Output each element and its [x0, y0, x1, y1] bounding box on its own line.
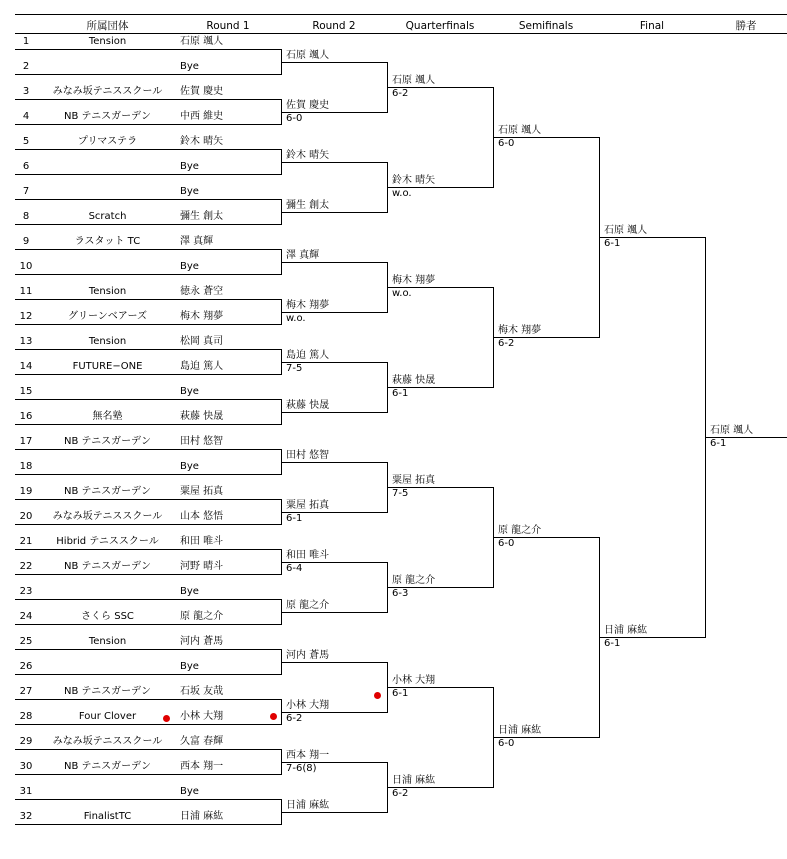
entry-rule: [15, 674, 281, 675]
entry-rule: [15, 99, 281, 100]
entry-rule: [15, 324, 281, 325]
winner-player: 石原 颯人: [710, 425, 754, 436]
entry-number: 15: [19, 386, 33, 397]
entry-player: 和田 唯斗: [180, 536, 224, 547]
semifinals-player: 石原 颯人: [498, 125, 542, 136]
entry-player: Bye: [180, 261, 199, 272]
entry-number: 1: [22, 36, 30, 47]
entry-club: グリーンベアーズ: [68, 311, 147, 322]
round2-score: 6-0: [286, 113, 303, 124]
entry-rule: [15, 574, 281, 575]
entry-number: 27: [19, 686, 33, 697]
entry-number: 14: [19, 361, 33, 372]
round2-player: 粟屋 拓真: [286, 500, 330, 511]
entry-player: 島迫 篤人: [180, 361, 224, 372]
final-rule: [599, 237, 705, 238]
round2-score: 6-4: [286, 563, 303, 574]
semifinals-score: 6-0: [498, 138, 515, 149]
entry-rule: [15, 149, 281, 150]
round2-rule: [281, 412, 387, 413]
round2-score: 6-1: [286, 513, 303, 524]
round2-rule: [281, 562, 387, 563]
round2-player: 西本 翔一: [286, 750, 330, 761]
entry-player: 河内 蒼馬: [180, 636, 224, 647]
round2-score: 7-5: [286, 363, 303, 374]
entry-rule: [15, 824, 281, 825]
entry-player: 小林 大翔: [180, 711, 224, 722]
quarterfinals-player: 粟屋 拓真: [392, 475, 436, 486]
round2-player: 和田 唯斗: [286, 550, 330, 561]
semifinals-player: 日浦 麻紘: [498, 725, 542, 736]
quarterfinals-rule: [387, 787, 493, 788]
entry-number: 26: [19, 661, 33, 672]
header-top-rule: [15, 14, 787, 15]
entry-player: Bye: [180, 61, 199, 72]
quarterfinals-score: 6-2: [392, 788, 409, 799]
round2-player: 佐賀 慶史: [286, 100, 330, 111]
entry-number: 32: [19, 811, 33, 822]
round2-rule: [281, 62, 387, 63]
entry-club: みなみ坂テニススクール: [52, 511, 163, 522]
entry-rule: [15, 374, 281, 375]
entry-number: 31: [19, 786, 33, 797]
final-player: 石原 颯人: [604, 225, 648, 236]
round2-player: 萩藤 快晟: [286, 400, 330, 411]
entry-number: 21: [19, 536, 33, 547]
round2-rule: [281, 312, 387, 313]
entry-rule: [15, 624, 281, 625]
entry-player: 中西 維史: [180, 111, 224, 122]
quarterfinals-score: 7-5: [392, 488, 409, 499]
entry-rule: [15, 424, 281, 425]
quarterfinals-rule: [387, 487, 493, 488]
entry-number: 30: [19, 761, 33, 772]
header-bottom-rule: [15, 33, 787, 34]
round2-player: 鈴木 晴矢: [286, 150, 330, 161]
entry-number: 23: [19, 586, 33, 597]
entry-number: 19: [19, 486, 33, 497]
entry-player: 松岡 真司: [180, 336, 224, 347]
round2-player: 澤 真輝: [286, 250, 320, 261]
entry-club: Tension: [88, 336, 127, 347]
entry-rule: [15, 649, 281, 650]
entry-rule: [15, 274, 281, 275]
winner-score: 6-1: [710, 438, 727, 449]
semifinals-rule: [493, 137, 599, 138]
entry-number: 11: [19, 286, 33, 297]
entry-player: 河野 晴斗: [180, 561, 224, 572]
entry-rule: [15, 799, 281, 800]
entry-player: 徳永 蒼空: [180, 286, 224, 297]
entry-number: 5: [22, 136, 30, 147]
round2-player: 田村 悠智: [286, 450, 330, 461]
entry-rule: [15, 199, 281, 200]
entry-rule: [15, 174, 281, 175]
round2-rule: [281, 512, 387, 513]
entry-number: 2: [22, 61, 30, 72]
entry-club: NB テニスガーデン: [64, 111, 151, 122]
entry-number: 3: [22, 86, 30, 97]
entry-club: FUTURE−ONE: [72, 361, 143, 372]
entry-rule: [15, 224, 281, 225]
entry-player: 石坂 友哉: [180, 686, 224, 697]
header-final: Final: [639, 20, 665, 32]
quarterfinals-player: 梅木 翔夢: [392, 275, 436, 286]
entry-club: Tension: [88, 636, 127, 647]
quarterfinals-rule: [387, 87, 493, 88]
entry-player: Bye: [180, 661, 199, 672]
final-score: 6-1: [604, 638, 621, 649]
quarterfinals-score: w.o.: [392, 288, 412, 299]
entry-player: 鈴木 晴矢: [180, 136, 224, 147]
red-marker: [163, 715, 170, 722]
round2-player: 河内 蒼馬: [286, 650, 330, 661]
entry-player: 西本 翔一: [180, 761, 224, 772]
entry-club: Tension: [88, 286, 127, 297]
round2-player: 原 龍之介: [286, 600, 330, 611]
entry-number: 16: [19, 411, 33, 422]
entry-rule: [15, 749, 281, 750]
quarterfinals-score: 6-3: [392, 588, 409, 599]
entry-player: Bye: [180, 161, 199, 172]
header-quarterfinals: Quarterfinals: [405, 20, 475, 32]
semifinals-rule: [493, 537, 599, 538]
entry-number: 17: [19, 436, 33, 447]
entry-rule: [15, 774, 281, 775]
entry-player: Bye: [180, 586, 199, 597]
entry-number: 24: [19, 611, 33, 622]
round2-rule: [281, 612, 387, 613]
quarterfinals-player: 原 龍之介: [392, 575, 436, 586]
entry-rule: [15, 549, 281, 550]
entry-player: 山本 悠悟: [180, 511, 224, 522]
semifinals-score: 6-2: [498, 338, 515, 349]
entry-club: みなみ坂テニススクール: [52, 86, 163, 97]
entry-club: Hibrid テニススクール: [56, 536, 159, 547]
entry-player: Bye: [180, 386, 199, 397]
quarterfinals-player: 鈴木 晴矢: [392, 175, 436, 186]
entry-number: 18: [19, 461, 33, 472]
entry-club: NB テニスガーデン: [64, 436, 151, 447]
entry-rule: [15, 724, 281, 725]
quarterfinals-score: w.o.: [392, 188, 412, 199]
semifinals-score: 6-0: [498, 538, 515, 549]
entry-club: 無名塾: [92, 411, 123, 422]
entry-rule: [15, 699, 281, 700]
entry-club: プリマステラ: [77, 136, 138, 147]
round2-rule: [281, 762, 387, 763]
entry-rule: [15, 474, 281, 475]
round2-score: 7-6(8): [286, 763, 317, 774]
entry-number: 6: [22, 161, 30, 172]
entry-rule: [15, 399, 281, 400]
entry-club: みなみ坂テニススクール: [52, 736, 163, 747]
header-round1: Round 1: [206, 20, 250, 32]
entry-player: Bye: [180, 461, 199, 472]
entry-number: 22: [19, 561, 33, 572]
round2-player: 彌生 創太: [286, 200, 330, 211]
entry-rule: [15, 49, 281, 50]
entry-number: 12: [19, 311, 33, 322]
quarterfinals-score: 6-1: [392, 688, 409, 699]
red-marker: [270, 713, 277, 720]
entry-rule: [15, 599, 281, 600]
round2-rule: [281, 812, 387, 813]
round2-rule: [281, 362, 387, 363]
entry-club: さくら SSC: [81, 611, 134, 622]
entry-player: 佐賀 慶史: [180, 86, 224, 97]
entry-club: Scratch: [88, 211, 127, 222]
entry-number: 28: [19, 711, 33, 722]
round2-player: 小林 大翔: [286, 700, 330, 711]
semifinals-rule: [493, 337, 599, 338]
round2-player: 島迫 篤人: [286, 350, 330, 361]
entry-club: NB テニスガーデン: [64, 486, 151, 497]
entry-club: Tension: [88, 36, 127, 47]
entry-rule: [15, 124, 281, 125]
entry-player: 梅木 翔夢: [180, 311, 224, 322]
entry-player: 久富 春輝: [180, 736, 224, 747]
entry-rule: [15, 74, 281, 75]
entry-number: 29: [19, 736, 33, 747]
quarterfinals-rule: [387, 287, 493, 288]
quarterfinals-rule: [387, 387, 493, 388]
semifinals-score: 6-0: [498, 738, 515, 749]
entry-player: 石原 颯人: [180, 36, 224, 47]
round2-player: 日浦 麻紘: [286, 800, 330, 811]
entry-number: 25: [19, 636, 33, 647]
header-club: 所属団体: [86, 20, 129, 32]
quarterfinals-player: 萩藤 快晟: [392, 375, 436, 386]
entry-rule: [15, 449, 281, 450]
entry-club: NB テニスガーデン: [64, 761, 151, 772]
round2-rule: [281, 462, 387, 463]
quarterfinals-rule: [387, 687, 493, 688]
round2-rule: [281, 212, 387, 213]
header-winner: 勝者: [735, 20, 757, 32]
round2-rule: [281, 262, 387, 263]
round2-score: 6-2: [286, 713, 303, 724]
final-score: 6-1: [604, 238, 621, 249]
entry-player: Bye: [180, 186, 199, 197]
entry-player: 日浦 麻紘: [180, 811, 224, 822]
round2-rule: [281, 712, 387, 713]
entry-rule: [15, 299, 281, 300]
entry-club: NB テニスガーデン: [64, 686, 151, 697]
quarterfinals-rule: [387, 587, 493, 588]
final-player: 日浦 麻紘: [604, 625, 648, 636]
entry-number: 7: [22, 186, 30, 197]
entry-club: Four Clover: [78, 711, 137, 722]
entry-number: 8: [22, 211, 30, 222]
red-marker: [374, 692, 381, 699]
round2-player: 梅木 翔夢: [286, 300, 330, 311]
quarterfinals-score: 6-1: [392, 388, 409, 399]
header-semifinals: Semifinals: [518, 20, 574, 32]
entry-number: 10: [19, 261, 33, 272]
entry-rule: [15, 249, 281, 250]
entry-player: 彌生 創太: [180, 211, 224, 222]
entry-number: 4: [22, 111, 30, 122]
entry-club: FinalistTC: [83, 811, 132, 822]
entry-player: 萩藤 快晟: [180, 411, 224, 422]
round2-score: w.o.: [286, 313, 306, 324]
winner-rule: [705, 437, 787, 438]
entry-player: 原 龍之介: [180, 611, 224, 622]
final-rule: [599, 637, 705, 638]
semifinals-player: 梅木 翔夢: [498, 325, 542, 336]
entry-player: 澤 真輝: [180, 236, 214, 247]
entry-number: 13: [19, 336, 33, 347]
quarterfinals-rule: [387, 187, 493, 188]
semifinals-player: 原 龍之介: [498, 525, 542, 536]
entry-rule: [15, 524, 281, 525]
entry-number: 9: [22, 236, 30, 247]
round2-rule: [281, 162, 387, 163]
round2-player: 石原 颯人: [286, 50, 330, 61]
entry-rule: [15, 349, 281, 350]
entry-player: 田村 悠智: [180, 436, 224, 447]
entry-number: 20: [19, 511, 33, 522]
quarterfinals-score: 6-2: [392, 88, 409, 99]
entry-player: Bye: [180, 786, 199, 797]
semifinals-rule: [493, 737, 599, 738]
header-round2: Round 2: [312, 20, 356, 32]
round2-rule: [281, 662, 387, 663]
round2-rule: [281, 112, 387, 113]
quarterfinals-player: 日浦 麻紘: [392, 775, 436, 786]
entry-player: 粟屋 拓真: [180, 486, 224, 497]
entry-rule: [15, 499, 281, 500]
quarterfinals-player: 小林 大翔: [392, 675, 436, 686]
entry-club: NB テニスガーデン: [64, 561, 151, 572]
quarterfinals-player: 石原 颯人: [392, 75, 436, 86]
entry-club: ラスタット TC: [74, 236, 141, 247]
